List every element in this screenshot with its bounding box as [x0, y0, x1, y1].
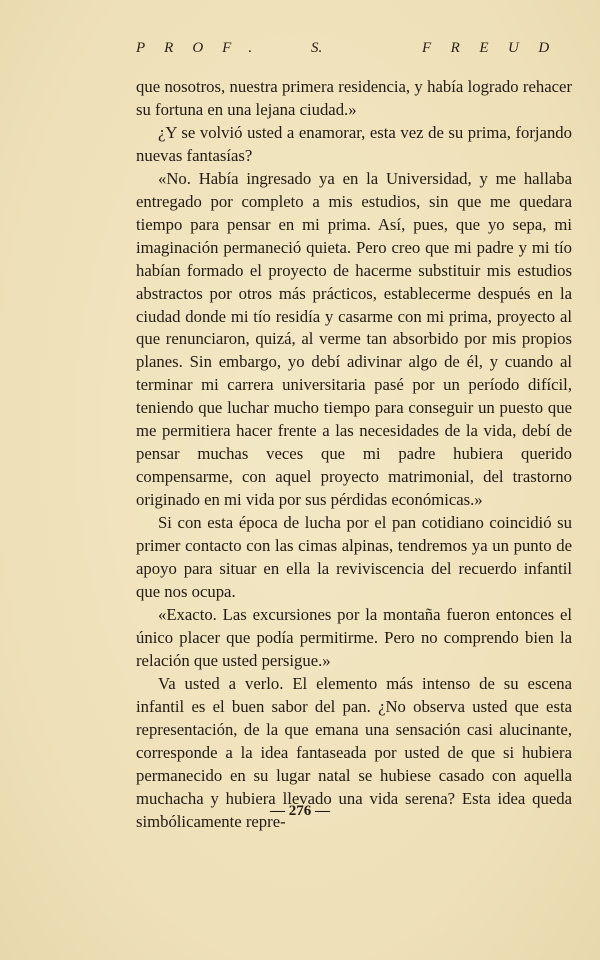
paragraph-3: «No. Había ingresado ya en la Universidad, y me hallaba entregado por completo a mis estudios, sin que me quedara tiempo para pensar en mi prima. Así, pues, que yo sepa, mi imaginación permaneció quieta. Pero creo que mi padre y mi tío habían formado el proyecto de hacerme substituir mis estudios abstractos por otros más prácticos, establecerme después en la ciudad donde mi tío residía y casarme con mi prima, proyecto al que renunciaron, quizá, al verme tan absorbido por mis propios planes. Sin embargo, yo debí adivinar algo de él, y cuando al terminar mi carrera universitaria pasé por un período difícil, teniendo que luchar mucho tiempo para conseguir un puesto que me permitiera hacer frente a las necesidades de la vida, debí de pensar muchas veces que mi padre hubiera querido compensarme, con aquel proyecto matrimonial, del trastorno originado en mi vida por sus pérdidas económicas.»	[136, 168, 572, 510]
paragraph-6: Va usted a verlo. El elemento más intenso de su escena infantil es el buen sabor del pan. ¿No observa usted que esta representación, de la que emana una sensación casi alucinante, corresponde a la idea fantaseada por usted de que si hubiera permanecido en su lugar natal se hubiese casado con aquella muchacha y hubiera llevado una vida serena? Esta idea queda simbólicamente repre-	[136, 673, 572, 831]
page-number: — 276 —	[270, 803, 330, 819]
body-text	[136, 76, 572, 833]
running-head-left: PROF.	[136, 40, 272, 56]
paragraph-4: Si con esta época de lucha por el pan cotidiano coincidió su primer contacto con las cimas alpinas, tendremos ya un punto de apoyo para situar en ella la reviviscencia del recuerdo infantil que nos ocupa.	[136, 513, 572, 601]
running-head-right: FREUD	[422, 40, 569, 56]
paragraph-1: que nosotros, nuestra primera residencia, y había logrado rehacer su fortuna en una lejana ciudad.»	[136, 77, 572, 119]
running-head-middle: S.	[311, 40, 323, 56]
paragraph-2: ¿Y se volvió usted a enamorar, esta vez de su prima, forjando nuevas fantasías?	[136, 122, 572, 165]
paragraph-5: «Exacto. Las excursiones por la montaña fueron entonces el único placer que podía permitirme. Pero no comprendo bien la relación que usted persigue.»	[136, 604, 572, 670]
running-head	[136, 40, 576, 62]
